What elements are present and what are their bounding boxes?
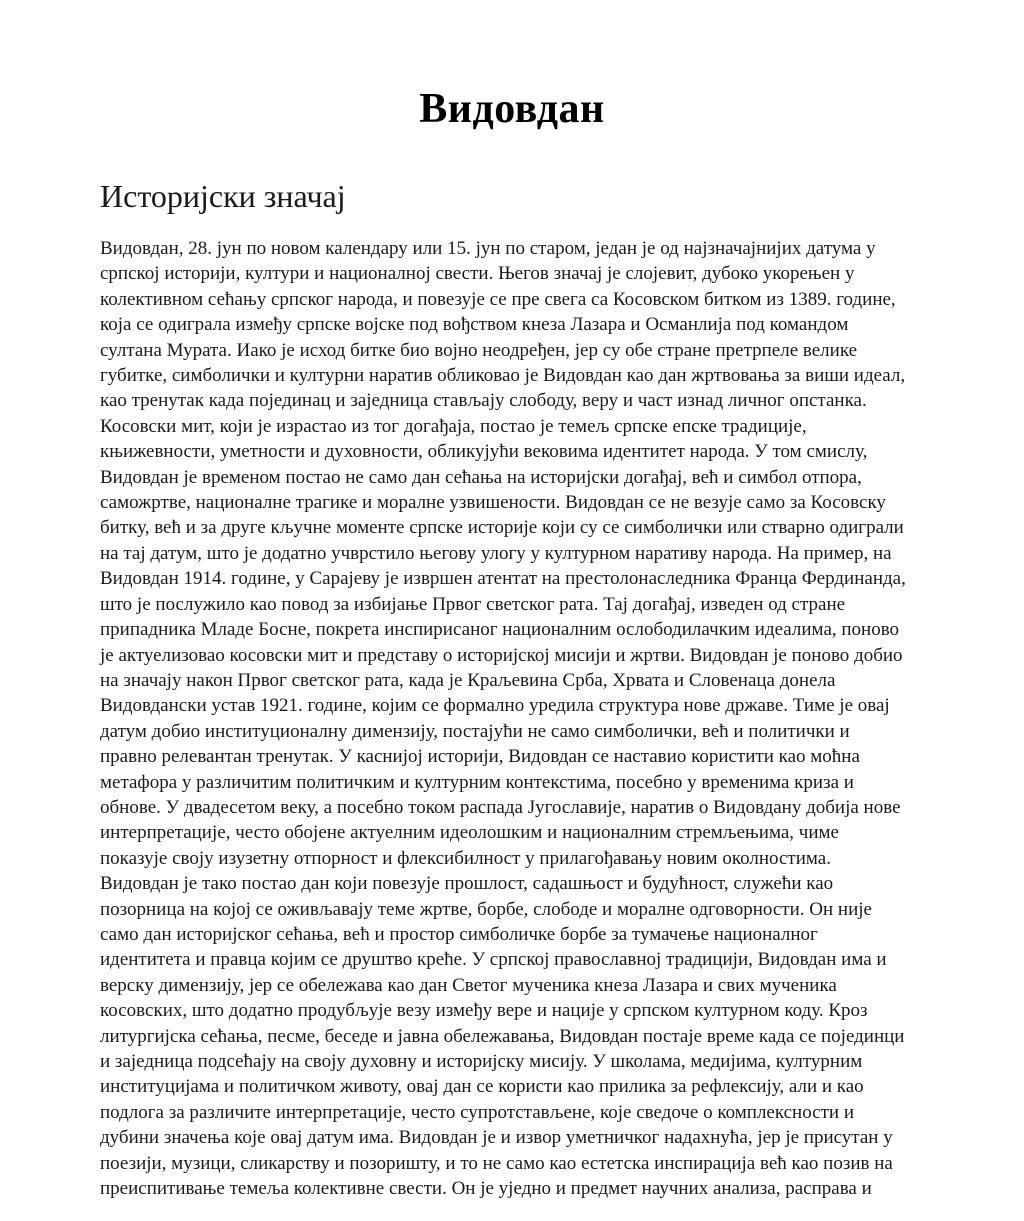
text-line: дубини значења које овај датум има. Видовдан је и извор уметничког надахнућа, јер је присутан у	[100, 1127, 893, 1149]
text-line: Видовдан је тако постао дан који повезује прошлост, садашњост и будућност, служећи као	[100, 873, 834, 895]
text-line: колективном сећању српског народа, и повезује се пре свега са Косовском битком из 1389. године,	[100, 288, 896, 310]
text-line: показује своју изузетну отпорност и флексибилност у прилагођавању новим околностима.	[100, 847, 831, 869]
text-line: која се одиграла између српске војске под вођством кнеза Лазара и Османлија под командом	[100, 314, 849, 336]
text-line: метафора у различитим политичким и културним контекстима, посебно у временима криза и	[100, 771, 854, 793]
text-line: саможртве, националне трагике и моралне узвишености. Видовдан се не везује само за Косовску	[100, 492, 886, 514]
text-line: обнове. У двадесетом веку, а посебно током распада Југославије, наратив о Видовдану добија нове	[100, 796, 901, 818]
text-line: правно релевантан тренутак. У каснијој историји, Видовдан се наставио користити као моћна	[100, 746, 860, 768]
text-line: интерпретације, често обојене актуелним идеолошким и националним стремљењима, чиме	[100, 822, 839, 844]
text-line: Косовски мит, који је израстао из тог догађаја, постао је темељ српске епске традиције,	[100, 415, 807, 437]
text-line: и заједница подсећају на своју духовну и историјску мисију. У школама, медијима, културним	[100, 1051, 863, 1072]
text-line: преиспитивање темеља колективне свести. Он је уједно и предмет научних анализа, расправа и	[100, 1178, 872, 1200]
text-line: битку, већ и за друге кључне моменте српске историје који су се симболички или стварно одиграли	[100, 517, 904, 539]
text-line: што је послужило као повод за избијање Првог светског рата. Тај догађај, изведен од стране	[100, 593, 846, 615]
text-line: султана Мурата. Иако је исход битке био војно неодређен, јер су обе стране претрпеле велике	[100, 339, 858, 361]
text-line: Видовдански устав 1921. године, којим се формално уредила структура нове државе. Тиме је овај	[100, 695, 890, 717]
text-line: датум добио институционалну димензију, постајући не само симболички, већ и политички и	[100, 720, 850, 742]
article-body	[100, 236, 940, 1201]
text-line: Видовдан 1914. године, у Сарајеву је извршен атентат на престолонаследника Франца Фердинанда,	[100, 568, 906, 590]
text-line: само дан историјског сећања, већ и простор симболичке борбе за тумачење националног	[100, 923, 818, 945]
text-line: литургијска сећања, песме, беседе и јавна обележавања, Видовдан постаје време када се појединци	[100, 1025, 905, 1047]
text-line: на тај датум, што је додатно учврстило његову улогу у културном наративу народа. На пример, на	[100, 542, 892, 564]
text-line: косовских, што додатно продубљује везу између вере и нације у српском културном коду. Кроз	[100, 1000, 868, 1022]
text-line: је актуелизовао косовски мит и представу о историјској мисији и жртви. Видовдан је поново добио	[100, 644, 903, 666]
text-line: књижевности, уметности и духовности, обликујући вековима идентитет народа. У том смислу,	[100, 441, 868, 463]
text-line: поезији, музици, сликарству и позоришту, и то не само као естетска инспирација већ као позив на	[100, 1152, 893, 1174]
text-line: подлога за различите интерпретације, често супротстављене, које сведоче о комплексности и	[100, 1101, 855, 1123]
text-line: као тренутак када појединац и заједница стављају слободу, веру и част изнад личног опстанка.	[100, 390, 867, 412]
text-line: Видовдан је временом постао не само дан сећања на историјски догађај, већ и симбол отпора,	[100, 466, 862, 488]
section-heading: Историјски значај	[100, 178, 346, 214]
page-title: Видовдан	[419, 86, 605, 132]
text-line: припадника Младе Босне, покрета инспирисаног националним ослободилачким идеалима, поново	[100, 619, 900, 641]
text-line: губитке, симболички и културни наратив обликовао је Видовдан као дан жртвовања за виши идеал,	[100, 365, 906, 387]
text-line: српској историји, култури и националној свести. Његов значај је слојевит, дубоко укорењен у	[100, 263, 855, 285]
text-line: позорница на којој се оживљавају теме жртве, борбе, слободе и моралне одговорности. Он није	[100, 898, 872, 920]
text-line: институцијама и политичком животу, овај дан се користи као прилика за рефлексију, али и као	[100, 1076, 864, 1098]
text-line: идентитета и правца којим се друштво креће. У српској православној традицији, Видовдан има и	[100, 949, 887, 971]
text-line: на значају након Првог светског рата, када је Краљевина Срба, Хрвата и Словенаца донела	[100, 669, 836, 691]
text-line: верску димензију, јер се обележава као дан Светог мученика кнеза Лазара и свих мученика	[100, 974, 837, 996]
text-line: Видовдан, 28. јун по новом календару или 15. јун по старом, један је од најзначајнијих датума у	[100, 238, 876, 259]
